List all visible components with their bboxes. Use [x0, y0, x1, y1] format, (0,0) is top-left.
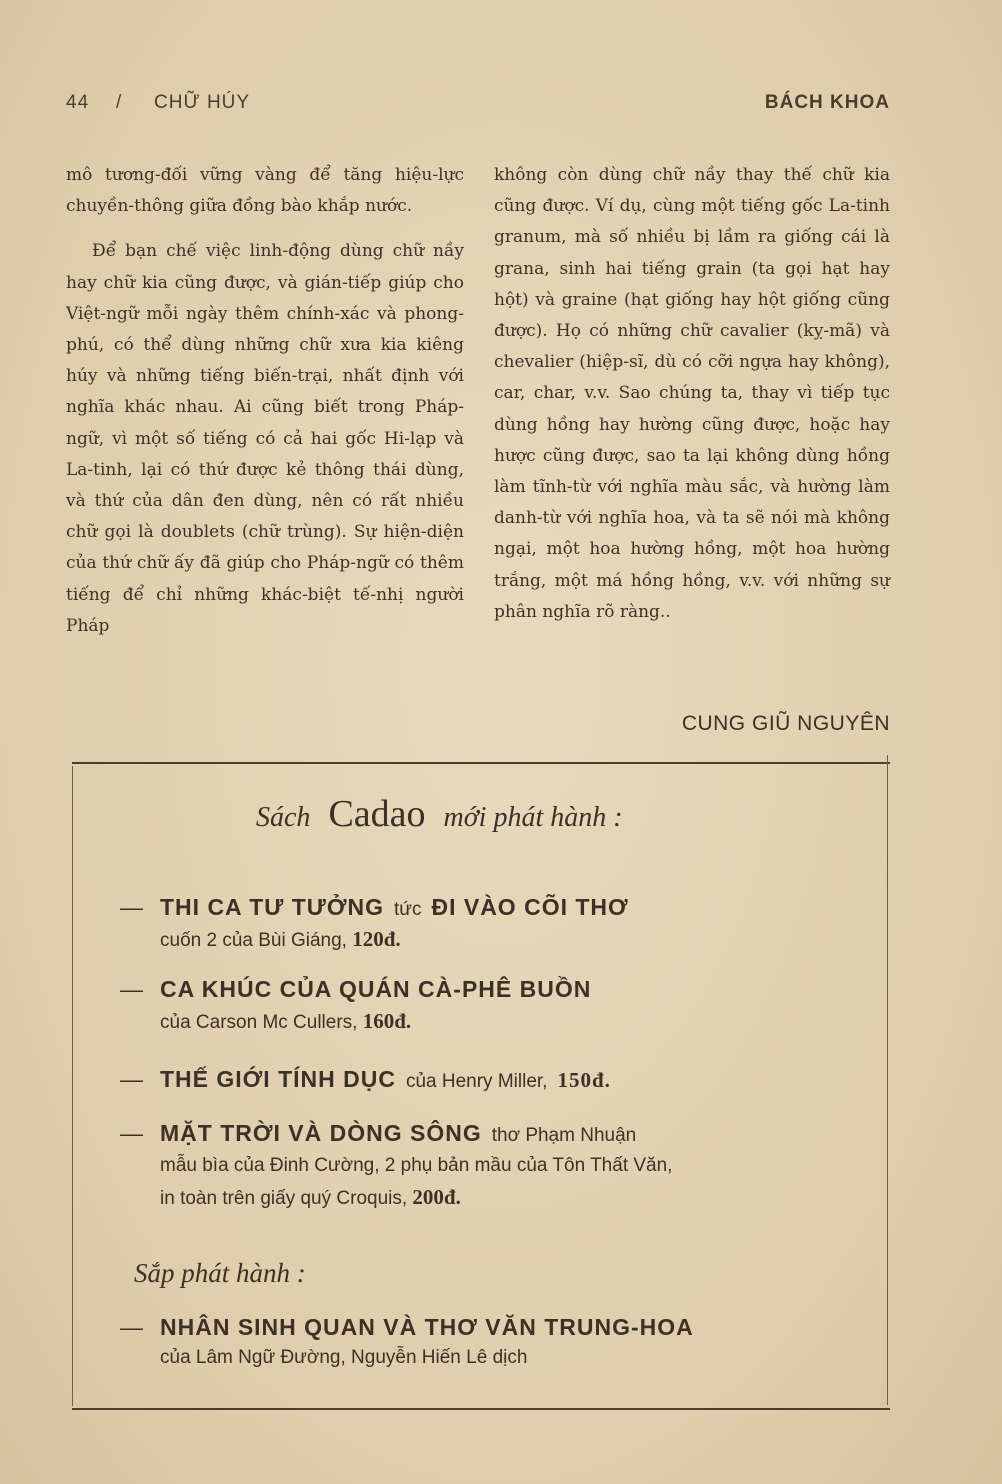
list-dash: — — [120, 976, 144, 1002]
article-column-left — [66, 160, 464, 642]
book-details: của Henry Miller, — [405, 1071, 548, 1092]
ad-heading-prefix: Sách — [256, 802, 311, 833]
upcoming-heading: Sắp phát hành : — [134, 1258, 306, 1288]
ad-border-right — [887, 755, 888, 1405]
list-dash: — — [120, 894, 144, 920]
book-author: thơ Phạm Nhuận — [491, 1125, 637, 1146]
section-title: CHỮ HÚY — [154, 92, 251, 113]
list-dash: — — [120, 1314, 144, 1340]
book-title: MẶT TRỜI VÀ DÒNG SÔNG — [160, 1120, 482, 1146]
book-details: in toàn trên giấy quý Croquis, — [160, 1188, 408, 1209]
ad-border-bottom — [72, 1408, 890, 1410]
list-dash: — — [120, 1120, 144, 1146]
ad-border-left — [72, 766, 73, 1406]
book-title-alt: ĐI VÀO CÕI THƠ — [431, 894, 629, 920]
book-details: cuốn 2 của Bùi Giáng, — [160, 930, 347, 951]
ad-border-top — [72, 762, 890, 764]
upcoming-book-listing — [120, 1314, 880, 1369]
book-listing — [120, 894, 880, 952]
book-title: THẾ GIỚI TÍNH DỤC — [160, 1066, 396, 1092]
list-dash: — — [120, 1066, 144, 1092]
ad-heading-suffix: mới phát hành : — [443, 802, 623, 833]
article-paragraph: mô tương-đối vững vàng để tăng hiệu-lực chuyền-thông giữa đồng bào khắp nước. — [66, 165, 464, 217]
article-column-right — [494, 160, 890, 628]
header-separator: / — [116, 92, 123, 113]
article-paragraph: Để bạn chế việc linh-động dùng chữ nầy hay chữ kia cũng được, và gián-tiếp giúp cho Việt-ngữ mỗi ngày thêm chính-xác và phong-phú, có thể dùng những chữ xưa kia kiêng húy và những tiếng biến-trại, nhất định với nghĩa khác nhau. Ai cũng biết trong Pháp-ngữ, vì một số tiếng có cả hai gốc Hi-lạp và La-tinh, lại có thứ được kẻ thông thái dùng, và thứ của dân đen dùng, nên có rất nhiều chữ gọi là doublets (chữ trùng). Sự hiện-diện của thứ chữ ấy đã giúp cho Pháp-ngữ có thêm tiếng để chỉ những khác-biệt tế-nhị người Pháp — [66, 241, 464, 636]
book-price: 160đ. — [362, 1009, 412, 1033]
publisher-name: Cadao — [328, 793, 426, 835]
book-price: 150đ. — [557, 1068, 611, 1092]
page-number: 44 — [66, 92, 90, 113]
author-signature: CUNG GIŨ NGUYÊN — [681, 712, 890, 735]
book-price: 120đ. — [352, 927, 401, 951]
book-details: của Carson Mc Cullers, — [160, 1012, 358, 1033]
book-listing — [120, 976, 880, 1034]
magazine-name: BÁCH KHOA — [764, 92, 890, 113]
book-listing — [120, 1066, 880, 1093]
book-title: CA KHÚC CỦA QUÁN CÀ-PHÊ BUỒN — [160, 976, 592, 1002]
book-listing — [120, 1120, 880, 1210]
book-price: 200đ. — [412, 1185, 461, 1209]
book-details: mẫu bìa của Đinh Cường, 2 phụ bản mầu của Tôn Thất Văn, — [160, 1155, 673, 1176]
book-title: NHÂN SINH QUAN VÀ THƠ VĂN TRUNG-HOA — [160, 1314, 694, 1340]
book-details: của Lâm Ngữ Đường, Nguyễn Hiến Lê dịch — [160, 1347, 528, 1368]
article-paragraph: không còn dùng chữ nầy thay thế chữ kia cũng được. Ví dụ, cùng một tiếng gốc La-tinh granum, mà số nhiều bị lầm ra giống cái là grana, sinh hai tiếng grain (ta gọi hạt hay hột) và graine (hạt giống hay hột giống cũng được). Họ có những chữ cavalier (kỵ-mã) và chevalier (hiệp-sĩ, dù có cỡi ngựa hay không), car, char, v.v. Sao chúng ta, thay vì tiếp tục dùng hồng hay hường cũng được, hoặc hay hược cũng được, sao ta lại không dùng hồng làm tĩnh-từ với nghĩa màu sắc, và hường làm danh-từ với nghĩa hoa, và ta sẽ nói mà không ngại, một hoa hường hồng, một hoa hường trắng, một má hồng hồng, v.v. với những sự phân nghĩa rõ ràng.. — [494, 165, 890, 622]
book-title: THI CA TƯ TƯỞNG — [160, 894, 384, 920]
ad-heading — [256, 792, 623, 836]
book-connector: tức — [393, 899, 422, 920]
page-header — [66, 92, 890, 122]
